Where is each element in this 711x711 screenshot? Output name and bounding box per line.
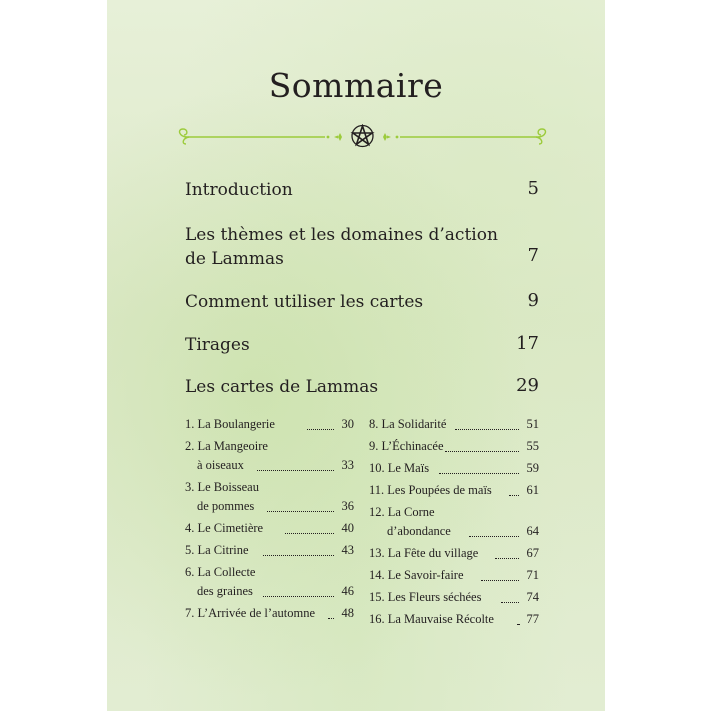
card-entry[interactable]: 14. Le Savoir-faire 71: [369, 566, 539, 585]
card-entry[interactable]: 8. La Solidarité 51: [369, 415, 539, 434]
page-title: Sommaire: [268, 66, 444, 105]
toc-entry-page: 5: [527, 178, 539, 199]
toc-entry-spreads[interactable]: [185, 333, 539, 357]
card-entry[interactable]: 4. Le Cimetière 40: [185, 519, 354, 538]
card-entry-page: 61: [526, 483, 539, 497]
pentacle-icon: [352, 126, 373, 147]
card-entry[interactable]: 5. La Citrine 43: [185, 541, 354, 560]
book-page: [107, 0, 605, 711]
toc-entry-page: 29: [516, 375, 539, 396]
toc-entry-themes[interactable]: [185, 223, 539, 271]
card-entry[interactable]: 3. Le Boisseau: [185, 480, 259, 494]
card-entry-page: 74: [526, 590, 539, 604]
card-entry-page: 43: [341, 543, 354, 557]
card-entry-page: 40: [341, 521, 354, 535]
card-entry[interactable]: 11. Les Poupées de maïs 61: [369, 481, 539, 500]
card-entry[interactable]: 12. La Corne: [369, 505, 435, 519]
card-list-right: [369, 415, 539, 629]
card-entry-page: 67: [526, 546, 539, 560]
toc-entry-introduction[interactable]: [185, 178, 539, 202]
card-entry-page: 55: [526, 439, 539, 453]
card-entry-page: 59: [526, 461, 539, 475]
card-entry[interactable]: 13. La Fête du village 67: [369, 544, 539, 563]
card-entry-page: 71: [526, 568, 539, 582]
ornament-divider: [175, 124, 550, 148]
card-entry-page: 33: [341, 458, 354, 472]
card-entry-cont[interactable]: des graines 46: [185, 582, 354, 601]
card-entry-cont[interactable]: à oiseaux 33: [185, 456, 354, 475]
card-entry-cont[interactable]: de pommes 36: [185, 497, 354, 516]
card-entry-page: 48: [341, 606, 354, 620]
toc-entry-page: 17: [516, 333, 539, 354]
toc-entry-label: Tirages: [185, 335, 250, 355]
toc-entry-label: Les thèmes et les domaines d’action: [185, 225, 498, 245]
toc-entry-page: 9: [527, 290, 539, 311]
card-entry[interactable]: 1. La Boulangerie 30: [185, 415, 354, 434]
card-list-left: [185, 415, 354, 623]
toc-entry-usage[interactable]: [185, 290, 539, 314]
card-entry-page: 77: [526, 612, 539, 626]
card-entry[interactable]: 9. L’Échinacée 55: [369, 437, 539, 456]
card-entry-page: 30: [341, 417, 354, 431]
card-entry[interactable]: 15. Les Fleurs séchées 74: [369, 588, 539, 607]
toc-entry-label: Comment utiliser les cartes: [185, 292, 424, 312]
card-entry-cont[interactable]: d’abondance 64: [369, 522, 539, 541]
card-entry-page: 51: [526, 417, 539, 431]
toc-entry-label: Introduction: [185, 180, 293, 200]
card-entry[interactable]: 2. La Mangeoire: [185, 439, 268, 453]
card-entry[interactable]: 10. Le Maïs 59: [369, 459, 539, 478]
toc-entry-cards[interactable]: [185, 375, 539, 399]
card-entry[interactable]: 16. La Mauvaise Récolte 77: [369, 610, 539, 629]
toc-entry-page: 7: [527, 245, 539, 266]
toc-entry-label-line2: de Lammas: [185, 249, 284, 269]
card-entry[interactable]: 7. L’Arrivée de l’automne 48: [185, 604, 354, 623]
card-entry-page: 64: [526, 524, 539, 538]
card-entry[interactable]: 6. La Collecte: [185, 565, 256, 579]
card-entry-page: 46: [341, 584, 354, 598]
toc-entry-label: Les cartes de Lammas: [185, 377, 379, 397]
card-entry-page: 36: [341, 499, 354, 513]
